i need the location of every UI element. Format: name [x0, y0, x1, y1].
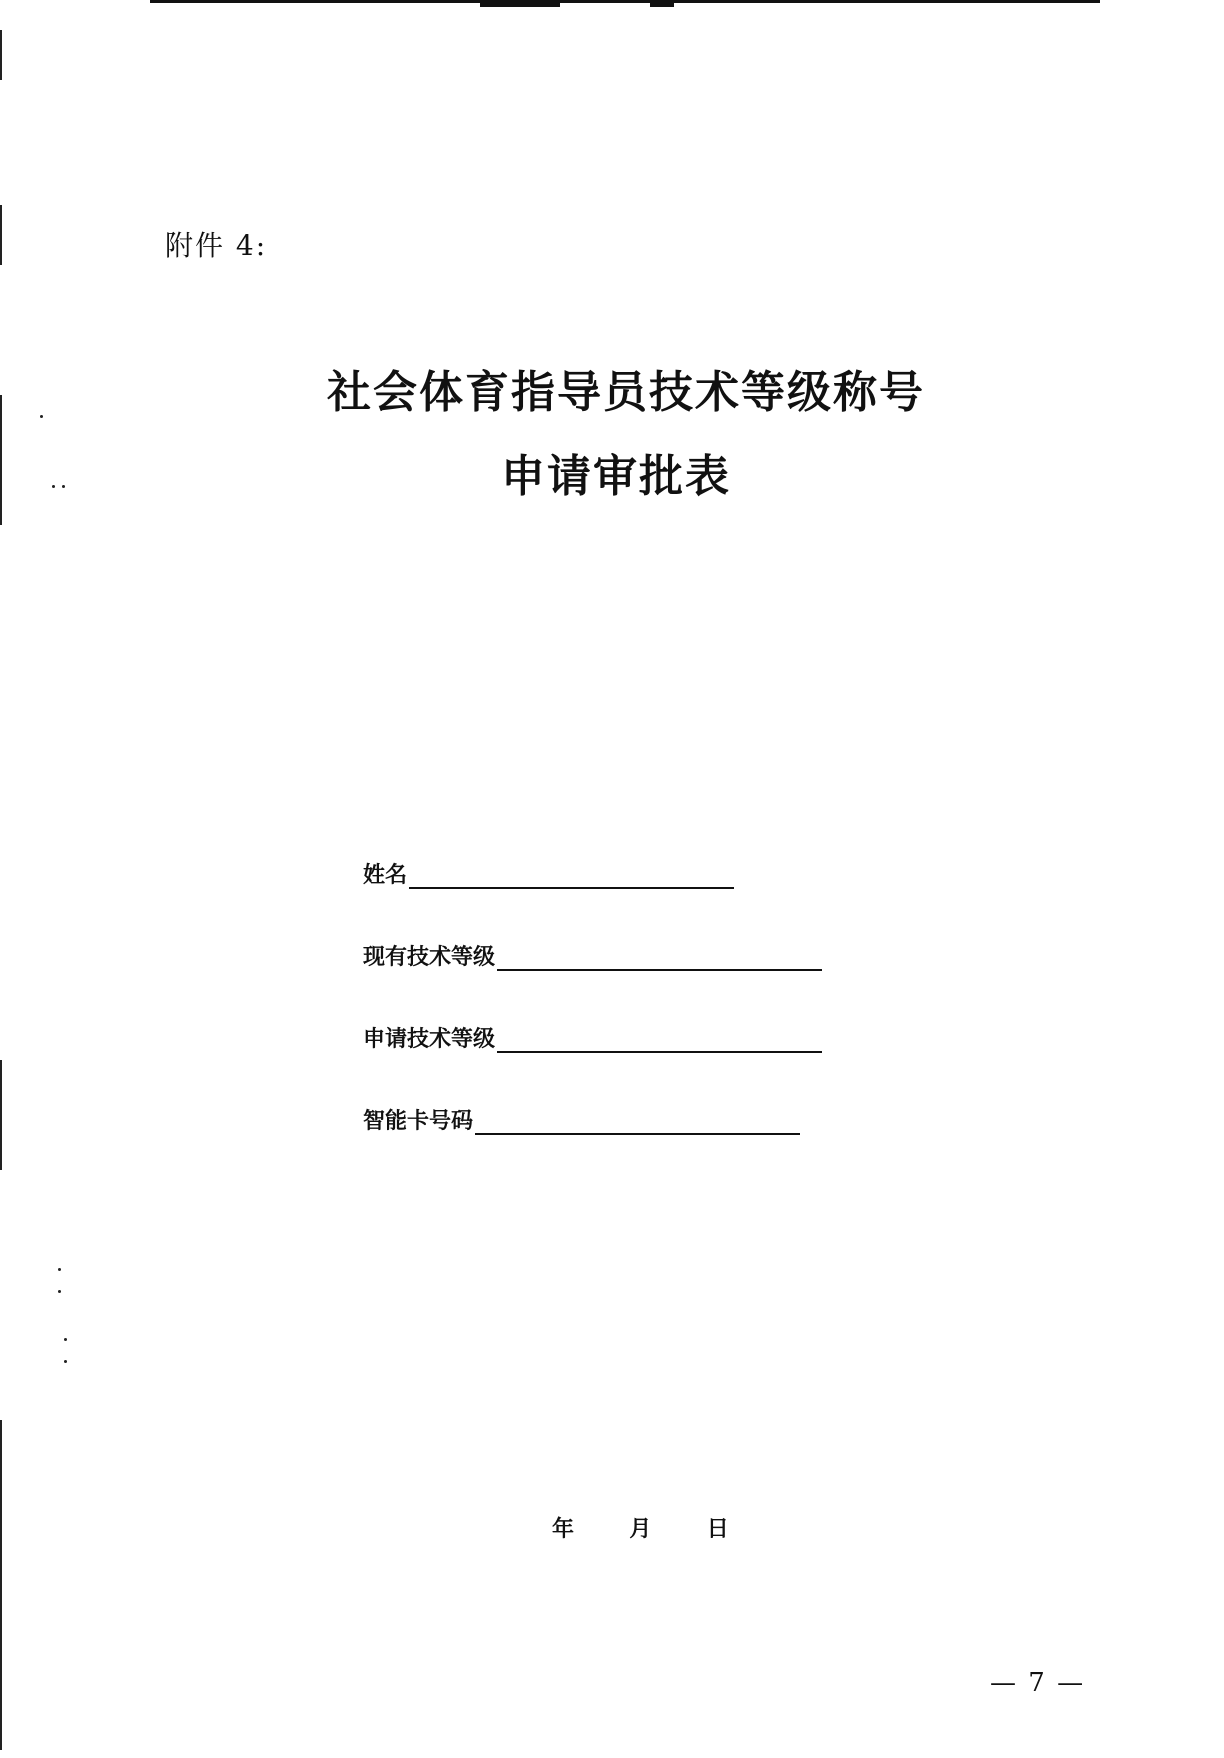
current-level-blank-line[interactable] — [497, 943, 822, 971]
current-level-label: 现有技术等级 — [363, 945, 496, 970]
scan-speck — [58, 1268, 61, 1271]
smart-card-blank-line[interactable] — [475, 1107, 800, 1135]
scan-top-mark — [480, 0, 560, 7]
scan-edge-mark — [0, 205, 2, 265]
name-label: 姓名 — [363, 863, 408, 888]
smart-card-label: 智能卡号码 — [363, 1109, 474, 1134]
scan-edge-mark — [0, 1420, 2, 1750]
applied-level-label: 申请技术等级 — [363, 1027, 496, 1052]
date-day: 日 — [706, 1517, 729, 1542]
scan-speck — [64, 1338, 67, 1341]
attachment-label: 附件 4: — [165, 229, 268, 262]
applied-level-field — [363, 1022, 822, 1053]
date-month: 月 — [629, 1517, 652, 1542]
form-title-line1: 社会体育指导员技术等级称号 — [327, 367, 925, 418]
scan-edge-mark — [0, 30, 2, 80]
scan-edge-mark — [0, 395, 2, 525]
name-blank-line[interactable] — [409, 861, 734, 889]
date-row — [552, 1512, 729, 1543]
scan-top-rule — [150, 0, 1100, 3]
applied-level-blank-line[interactable] — [497, 1025, 822, 1053]
current-level-field — [363, 940, 822, 971]
scan-speck — [64, 1360, 67, 1363]
smart-card-field — [363, 1104, 800, 1135]
page-number: — 7 — — [990, 1668, 1086, 1698]
scan-top-mark — [650, 0, 674, 7]
name-field — [363, 858, 734, 889]
scan-edge-mark — [0, 1060, 2, 1170]
form-title-line2: 申请审批表 — [501, 451, 731, 502]
date-year: 年 — [552, 1517, 575, 1542]
scan-speck — [58, 1290, 61, 1293]
